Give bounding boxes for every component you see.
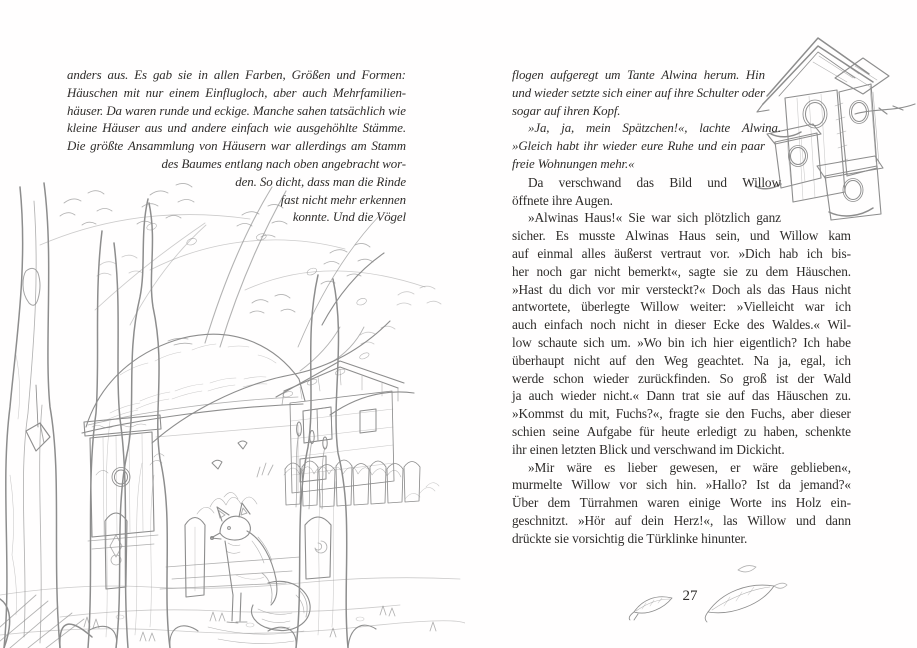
- text-line: ja auch wieder nicht.« Dann trat sie auf das Häuschen zu.: [512, 388, 851, 404]
- right-page-text-narrow: [512, 67, 851, 227]
- trees-sketch: [0, 183, 414, 648]
- text-line: fast nicht mehr erkennen: [280, 192, 406, 207]
- cottage-sketch: [82, 334, 305, 549]
- right-page-text-wide: [512, 227, 851, 547]
- text-line: des Baumes entlang nach oben angebracht wor-: [161, 156, 406, 171]
- second-house-sketch: [276, 361, 404, 493]
- text-line: öffnete ihre Augen.: [512, 192, 613, 208]
- text-line: Da verschwand das Bild und Willow: [528, 174, 781, 190]
- text-line: konnte. Und die Vögel: [292, 210, 406, 225]
- text-line: sicher. Es musste Alwinas Haus sein, und Willow kam: [512, 228, 851, 244]
- text-line: überhaupt nicht auf den Weg geachtet. Na ja, egal, ich: [512, 352, 851, 368]
- text-line: »Mir wäre es lieber gewesen, er wäre geblieben«,: [528, 459, 851, 475]
- text-line: Häuschen mit nur einem Einflugloch, aber auch Mehrfamilien-: [67, 85, 406, 100]
- text-line: low schaute sich um. »Wo bin ich hier eigentlich? Ich habe: [512, 334, 851, 350]
- text-line: »Kommst du mit, Fuchs?«, fragte sie den Fuchs, aber dieser: [512, 406, 851, 422]
- text-line: schien seine Aufgabe für heute erledigt zu haben, schenkte: [512, 423, 851, 439]
- text-line: anders aus. Es gab sie in allen Farben, Größen und Formen:: [67, 68, 406, 82]
- text-line: werde schon wieder zurückfinden. So groß ist der Wald: [512, 370, 851, 386]
- text-line: geschnitzt. »Hör auf dein Herz!«, las Willow und dann: [512, 512, 851, 528]
- leaf-ornament-right-icon: [704, 562, 788, 624]
- text-line: auf einmal alles äußerst vertraut vor. »Dich hab ich bis-: [512, 245, 851, 261]
- canopy-sketch: [40, 183, 441, 347]
- text-line: drückte sie vorsichtig die Türklinke hinunter.: [512, 530, 748, 546]
- forest-cottage-fox-illustration: [0, 175, 465, 648]
- text-line: auch einfach noch nicht in dieser Ecke des Waldes.« Wil-: [512, 317, 851, 333]
- text-line: flogen aufgeregt um Tante Alwina herum. Hin: [512, 68, 765, 82]
- text-line: Die größte Ansammlung von Häusern war allerdings am Stamm: [67, 139, 406, 154]
- ground-sketch: [0, 513, 465, 648]
- text-line: den. So dicht, dass man die Rinde: [235, 174, 406, 189]
- text-line: kleine Häuser aus und andere einfach wie ausgehöhlte Stämme.: [67, 121, 406, 136]
- text-line: »Ja, ja, mein Spätzchen!«, lachte Alwina.: [528, 121, 781, 136]
- text-line: »Alwinas Haus!« Sie war sich plötzlich ganz: [528, 210, 781, 226]
- text-line: freie Wohnungen mehr.«: [512, 156, 635, 171]
- text-line: sogar auf ihren Kopf.: [512, 103, 621, 118]
- text-line: murmelte Willow vor sich hin. »Hallo? Ist da jemand?«: [512, 477, 851, 493]
- text-line: antwortete, überlegte Willow weiter: »Vielleicht war ich: [512, 299, 851, 315]
- right-page-text: [512, 67, 851, 548]
- text-line: Über dem Türrahmen waren einige Worte ins Holz ein-: [512, 495, 851, 511]
- page-number: 27: [682, 588, 698, 604]
- text-line: ihr einen letzten Blick und verschwand im Dickicht.: [512, 441, 785, 457]
- text-line: häuser. Da waren runde und eckige. Manche sahen tatsächlich wie: [67, 103, 406, 118]
- text-line: her noch gar nicht bemerkt«, sagte sie zu dem Häuschen.: [512, 263, 851, 279]
- text-line: und wieder setzte sich einer auf ihre Schulter oder: [512, 85, 765, 100]
- text-line: »Gleich habt ihr wieder eure Ruhe und ein paar: [512, 139, 765, 154]
- text-line: »Hast du dich vor mir versteckt?« Doch als das Haus nicht: [512, 281, 851, 297]
